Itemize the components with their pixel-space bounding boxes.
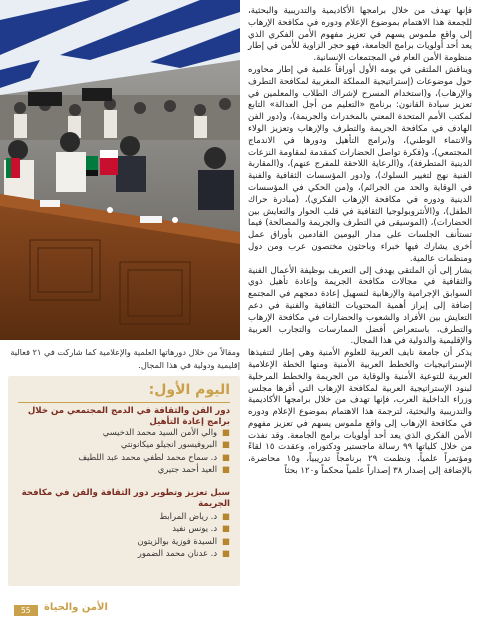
speaker-name: العيد أحمد جتيري xyxy=(157,464,218,475)
speaker-name: السيدة فوزية بوالزيتون xyxy=(137,535,218,546)
article-paragraph: ويناقش الملتقى في يومه الأول أوراقاً علمية في إطار محاوره حول موضوعات (إستراتيجية المملكة المغربية لمكافحة التطرف والإرهاب)، و(استخدام المسرح لإشراك الطلاب والمعلمين في تعزيز سيادة القانون: برنامج «التعليم من أجل العدالة» التابع لمكتب الأمم المتحدة المعني بالمخدرات والجريمة)، و(دور الفن الهادف في مكافحة الجريمة والتطرف والإرهاب وتعزيز الولاء والانتماء الوطني)، و(برامج التأهيل ودورها في الاندماج المجتمعي)، و(فكرة تواصل الحضارات كمقدمة لمقاومة النزعات الدينية المتطرفة)، و(الرعاية اللاحقة للمفرج عنهم)، و(المقاربة الفنية نهج لتغيير السلوك)، و(دور المؤسسات الثقافية والفنية في الوقاية والحد من الجرائم)، و(من الحكي في المؤسسات الدينية ودوره في مكافحة الإرهاب الفكري)، (مبادرة حراك الطفل)، و(الأنثروبولوجيا الثقافية في قلب الحوار والتعايش بين الحضارات)، (الموسيقى في التطرف والجريمة والمصالحة) فيما تستأنف الجلسات على مدار اليومين القادمين بأوراق عمل أخرى يشارك فيها خبراء وباحثون مختصون عرب ومن دول ومنظمات عالمية. xyxy=(247,64,472,264)
bullet-icon: ■ xyxy=(222,464,230,475)
list-item xyxy=(30,535,230,547)
list-item xyxy=(30,426,230,438)
list-item xyxy=(30,463,230,475)
day-title: اليوم الأول: xyxy=(148,382,230,398)
list-item xyxy=(30,547,230,559)
article-body xyxy=(248,6,472,478)
photo-caption: ومقالاً من خلال دورهاتها العلمية والإعلامية كما شاركت في ٢١ فعالية إقليمية ودولية في هذا المجال. xyxy=(10,347,240,370)
bullet-icon: ■ xyxy=(222,511,230,521)
page-footer xyxy=(0,604,480,617)
bullet-icon: ■ xyxy=(222,523,230,534)
session-title: سبل تعزيز وتطوير دور الثقافة والفن في مكافحة الجريمة xyxy=(21,488,230,509)
list-item xyxy=(30,438,230,450)
bullet-icon: ■ xyxy=(222,548,230,559)
speaker-name: د. رياض المرابط xyxy=(159,511,218,521)
conference-photo xyxy=(0,0,240,340)
publication-name: الأمن والحياة xyxy=(44,602,108,613)
program-sidebar xyxy=(8,376,240,586)
bullet-icon: ■ xyxy=(222,427,230,437)
article-paragraph: يشار إلى أن الملتقى يهدف إلى التعريف بوظيفة الأعمال الفنية والثقافية في مجالات مكافحة الجريمة وإعادة تأهيل ذوي السوابق الإجرامية والإرهابية لتسهيل إعادة دمجهم في المجتمع إضافة إلى إبراز أهمية المحتويات الثقافية والفنية في دعم التعايش بين الأفراد والشعوب والحضارات في مكافحة الإرهاب والتطرف، باستعراض أفضل الممارسات والتجارب العربية والإقليمية والدولية في هذا المجال. xyxy=(248,265,472,347)
speaker-name: د. يونس نفيد xyxy=(172,523,218,534)
conference-photo-illustration xyxy=(0,0,240,340)
bullet-icon: ■ xyxy=(222,451,230,462)
divider xyxy=(18,402,230,403)
page-number: 55 xyxy=(14,605,38,616)
speaker-name: البروفيسور انجيلو ميكانونتي xyxy=(120,439,218,450)
speaker-name: والي الأمن السيد محمد الدخيسي xyxy=(102,427,218,437)
speaker-list xyxy=(30,510,230,560)
list-item xyxy=(30,522,230,534)
bullet-icon: ■ xyxy=(222,439,230,450)
speaker-name: د. سماح محمد لطفي محمد عبد اللطيف xyxy=(78,451,218,462)
list-item xyxy=(30,451,230,463)
speaker-name: د. عدنان محمد الضمور xyxy=(137,548,218,559)
speaker-list xyxy=(30,426,230,476)
article-paragraph: يذكر أن جامعة نايف العربية للعلوم الأمنية وهي إطار لتنفيذها الإستراتيجيات والخطط العربية الأمنية ومنها الخطة الإعلامية العربية للتوعية الأمنية والوقاية من الجريمة والخطط المرحلية لبنود الإستراتيجية العربية لمكافحة الإرهاب التي أقرها مجلس وزراء الداخلية العرب، فإنها تهدف من خلال برامجها الأكاديمية والتدريبية والبحثية، لترجمة هذا الاهتمام بموضوع الإعلام ودوره في مكافحة الإرهاب إلى واقع ملموس يسهم في تعزيز مفهوم الأمن الفكري الذي يعد أحد أولويات برامج الجامعة. وقد نفذت من خلال كلياتها ٩٩ رسالة ماجستير ودكتوراه، وعقدت ١٥ لقاءً ومؤتمراً علمياً، ونظمت ٢٩ برنامجاً تدريبياً، و١٥ محاضرة، بالإضافة إلى إصدار ٣٨ إصداراً علمياً محكماً و١٢٠ بحثاً xyxy=(248,348,472,477)
session-title: دور الفن والثقافة في الدمج المجتمعي من خلال برامج إعادة التأهيل xyxy=(27,406,230,427)
list-item xyxy=(30,510,230,522)
article-paragraph: فإنها تهدف من خلال برامجها الأكاديمية والتدريبية والبحثية، للجمعة هذا الاهتمام بموضوع الإعلام ودوره في مكافحة الإرهاب إلى واقع ملموس يسهم في تعزيز مفهوم الأمن الفكري الذي يعد أحد أولويات برامج الجامعة، فهو حجر الزاوية للأمن في إطار منظومة الأمن العام في المجتمعات الإنسانية. xyxy=(248,6,472,64)
bullet-icon: ■ xyxy=(222,535,230,546)
